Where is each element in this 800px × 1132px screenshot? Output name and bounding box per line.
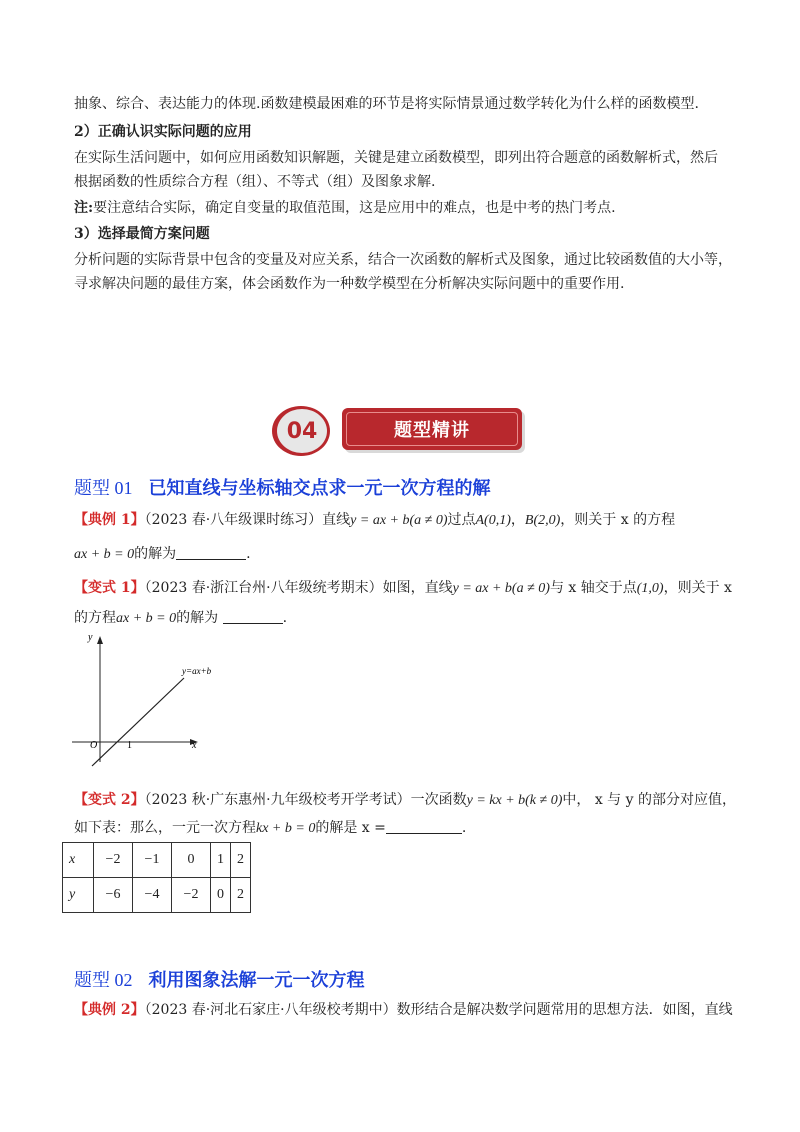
variant-1-line2: 的方程ax + b = 0的解为 .: [74, 610, 288, 626]
equation: ax + b = 0: [116, 611, 177, 626]
text: 的解为: [134, 546, 177, 562]
origin-label: O: [90, 740, 98, 751]
table-cell: x: [63, 843, 94, 878]
type-01-heading: [74, 474, 491, 500]
banner-number: 04: [277, 409, 327, 453]
equation: y = ax + b(a ≠ 0): [350, 513, 448, 528]
table-row: [63, 878, 251, 913]
variant-1: [74, 578, 740, 599]
text: 的解是 x =: [315, 820, 386, 836]
function-line: [92, 678, 184, 766]
note-text: 要注意结合实际，确定自变量的取值范围，这是应用中的难点，也是中考的热门考点.: [93, 200, 616, 216]
table-cell: 2: [231, 843, 251, 878]
type-number: 题型 01: [74, 478, 133, 498]
text: 中，: [562, 792, 591, 808]
line-graph: [64, 632, 214, 772]
source: （2023 春·浙江台州·八年级统考期末）如图，直线: [144, 580, 453, 596]
answer-blank[interactable]: [386, 819, 462, 834]
text: 的解为: [176, 610, 219, 626]
text: 与 x 轴交于点: [549, 580, 637, 596]
table-cell: −2: [94, 843, 133, 878]
banner-title: 题型精讲: [346, 412, 518, 446]
note-label: 注:: [74, 200, 94, 216]
example-2: [74, 1000, 740, 1020]
x-axis-label: x: [192, 740, 197, 751]
variant-2-line2: 如下表：那么，一元一次方程kx + b = 0的解是 x = .: [74, 820, 467, 836]
paragraph: 分析问题的实际背景中包含的变量及对应关系，结合一次函数的解析式及图象，通过比较函数值的大小等，: [74, 252, 732, 268]
type-02-heading: [74, 966, 365, 992]
paragraph: 根据函数的性质综合方程（组）、不等式（组）及图象求解.: [74, 174, 436, 190]
y-axis-label: y: [88, 632, 93, 643]
equation: ax + b = 0: [74, 547, 135, 562]
table-cell: 0: [172, 843, 211, 878]
example-1-line2: ax + b = 0的解为 .: [74, 546, 251, 562]
example-1: 【典例 1】（2023 春·八年级课时练习）直线y = ax + b(a ≠ 0)过点A(0,1)，B(2,0)，则关于 x 的方程: [74, 512, 676, 528]
paragraph: 寻求解决问题的最佳方案，体会函数作为一种数学模型在分析解决实际问题中的重要作用.: [74, 276, 625, 292]
text: ，则关于 x: [663, 580, 732, 596]
subheading-applications: 2）正确认识实际问题的应用: [74, 124, 252, 140]
subheading-simplest-plan: 3）选择最简方案问题: [74, 226, 210, 242]
text: （2023 春·河北石家庄·八年级校考期中）数形结合是解决数学问题常用的思想方法．如图，直线: [144, 1002, 733, 1018]
equation: y = kx + b(k ≠ 0): [466, 793, 563, 808]
example-tag: 【典例 2】: [74, 1002, 145, 1018]
table-cell: y: [63, 878, 94, 913]
point: (1,0): [636, 581, 664, 596]
section-banner: [272, 402, 528, 460]
equation: kx + b = 0: [256, 821, 316, 836]
text: 过点: [447, 512, 476, 528]
values-table: [62, 842, 251, 913]
table-cell: −1: [133, 843, 172, 878]
equation: y = ax + b(a ≠ 0): [452, 581, 550, 596]
type-number: 题型 02: [74, 970, 133, 990]
note: [74, 198, 740, 218]
table-cell: 2: [231, 878, 251, 913]
table-row: [63, 843, 251, 878]
text: ，则关于 x 的方程: [560, 512, 676, 528]
y-axis-arrow: [97, 636, 103, 644]
tick-label: 1: [127, 740, 132, 751]
point-b: B(2,0): [524, 513, 561, 528]
text: 如下表：那么，一元一次方程: [74, 820, 256, 836]
line-label: y=ax+b: [182, 666, 212, 676]
source: （2023 春·八年级课时练习）直线: [144, 512, 351, 528]
type-title: 利用图象法解一元一次方程: [148, 970, 365, 991]
text: x 与 y 的部分对应值，: [594, 792, 736, 808]
paragraph: 抽象、综合、表达能力的体现.函数建模最困难的环节是将实际情景通过数学转化为什么样的函数模型.: [74, 96, 699, 112]
paragraph: 在实际生活问题中，如何应用函数知识解题，关键是建立函数模型，即列出符合题意的函数解析式，然后: [74, 150, 718, 166]
point-a: A(0,1): [475, 513, 511, 528]
table-cell: −4: [133, 878, 172, 913]
table-cell: −6: [94, 878, 133, 913]
table-cell: 1: [211, 843, 231, 878]
variant-2: [74, 790, 740, 811]
answer-blank[interactable]: [176, 545, 246, 560]
table-cell: −2: [172, 878, 211, 913]
variant-tag: 【变式 2】: [74, 792, 145, 808]
text: 的方程: [74, 610, 116, 626]
type-title: 已知直线与坐标轴交点求一元一次方程的解: [148, 478, 491, 499]
source: （2023 秋·广东惠州·九年级校考开学考试）一次函数: [144, 792, 467, 808]
banner-title-bar: [342, 408, 522, 450]
answer-blank[interactable]: [223, 609, 283, 624]
variant-tag: 【变式 1】: [74, 580, 145, 596]
table-cell: 0: [211, 878, 231, 913]
example-tag: 【典例 1】: [74, 512, 145, 528]
